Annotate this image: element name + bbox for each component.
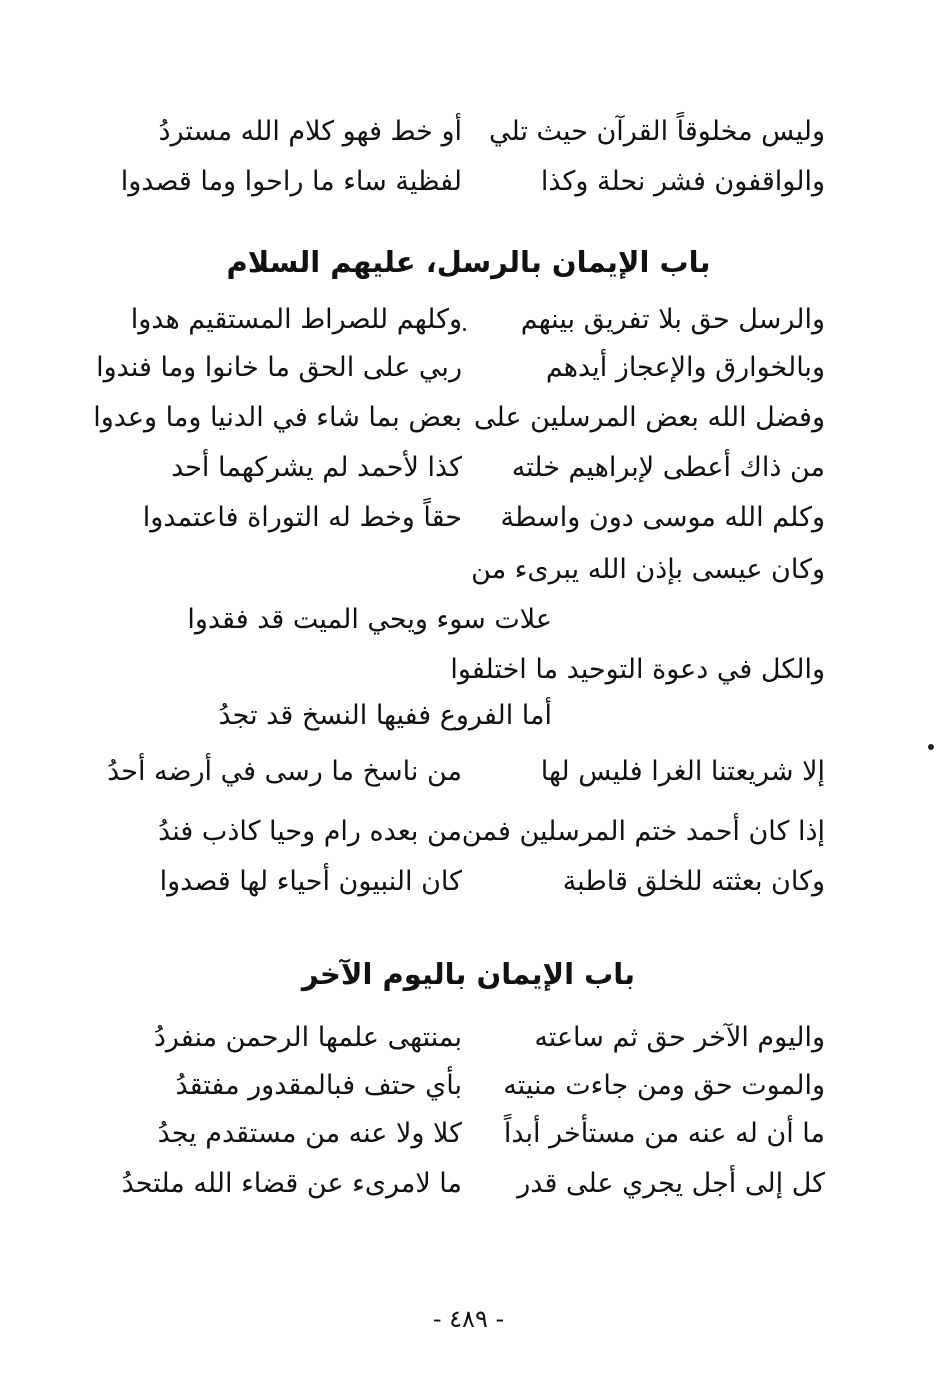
verse-line: وكان عيسى بإذن الله يبرىء من bbox=[471, 554, 825, 585]
verse-right: ما أن له عنه من مستأخر أبداً bbox=[503, 1118, 825, 1149]
verse-left: حقاً وخط له التوراة فاعتمدوا bbox=[142, 502, 462, 533]
verse-left: وكلهم للصراط المستقيم هدوا bbox=[130, 304, 462, 335]
verse-left: كان النبيون أحياء لها قصدوا bbox=[159, 866, 462, 897]
verse-right: وكلم الله موسى دون واسطة bbox=[500, 502, 825, 533]
verse-right: كل إلى أجل يجري على قدر bbox=[517, 1168, 825, 1199]
verse-right: وفضل الله بعض المرسلين على bbox=[474, 402, 825, 433]
verse-right: إذا كان أحمد ختم المرسلين فمن bbox=[461, 816, 825, 847]
verse-left: كذا لأحمد لم يشركهما أحد bbox=[171, 452, 462, 483]
verse-right: وكان بعثته للخلق قاطبة bbox=[562, 866, 825, 897]
verse-left: ربي على الحق ما خانوا وما فندوا bbox=[96, 352, 462, 383]
verse-right: من ذاك أعطى لإبراهيم خلته bbox=[511, 452, 825, 483]
verse-right: وليس مخلوقاً القرآن حيث تلي bbox=[489, 116, 825, 147]
verse-right: والواقفون فشر نحلة وكذا bbox=[540, 166, 825, 197]
verse-right: والرسل حق بلا تفريق بينهم bbox=[520, 304, 825, 335]
verse-line: علات سوء ويحي الميت قد فقدوا bbox=[187, 604, 552, 635]
verse-left: أو خط فهو كلام الله مستردُ bbox=[158, 116, 462, 147]
verse-left: بعض بما شاء في الدنيا وما وعدوا bbox=[93, 402, 462, 433]
verse-left: كلا ولا عنه من مستقدم يجدُ bbox=[157, 1118, 462, 1149]
verse-right: إلا شريعتنا الغرا فليس لها bbox=[540, 756, 825, 787]
verse-left: ما لامرىء عن قضاء الله ملتحدُ bbox=[121, 1168, 462, 1199]
verse-left: بأي حتف فبالمقدور مفتقدُ bbox=[175, 1070, 462, 1101]
page-number: - ٤٨٩ - bbox=[432, 1305, 505, 1333]
verse-right: واليوم الآخر حق ثم ساعته bbox=[534, 1022, 825, 1053]
section-heading: باب الإيمان بالرسل، عليهم السلام bbox=[226, 245, 711, 279]
verse-right: والموت حق ومن جاءت منيته bbox=[503, 1070, 825, 1101]
verse-left: من ناسخ ما رسى في أرضه أحدُ bbox=[107, 756, 462, 787]
scan-speck bbox=[928, 744, 934, 750]
verse-left: لفظية ساء ما راحوا وما قصدوا bbox=[120, 166, 462, 197]
verse-line: والكل في دعوة التوحيد ما اختلفوا bbox=[450, 654, 825, 685]
verse-line: أما الفروع ففيها النسخ قد تجدُ bbox=[218, 700, 552, 731]
verse-left: من بعده رام وحيا كاذب فندُ bbox=[158, 816, 462, 847]
section-heading: باب الإيمان باليوم الآخر bbox=[301, 957, 636, 991]
scan-speck bbox=[463, 328, 466, 331]
verse-left: بمنتهى علمها الرحمن منفردُ bbox=[153, 1022, 462, 1053]
verse-right: وبالخوارق والإعجاز أيدهم bbox=[545, 352, 825, 383]
